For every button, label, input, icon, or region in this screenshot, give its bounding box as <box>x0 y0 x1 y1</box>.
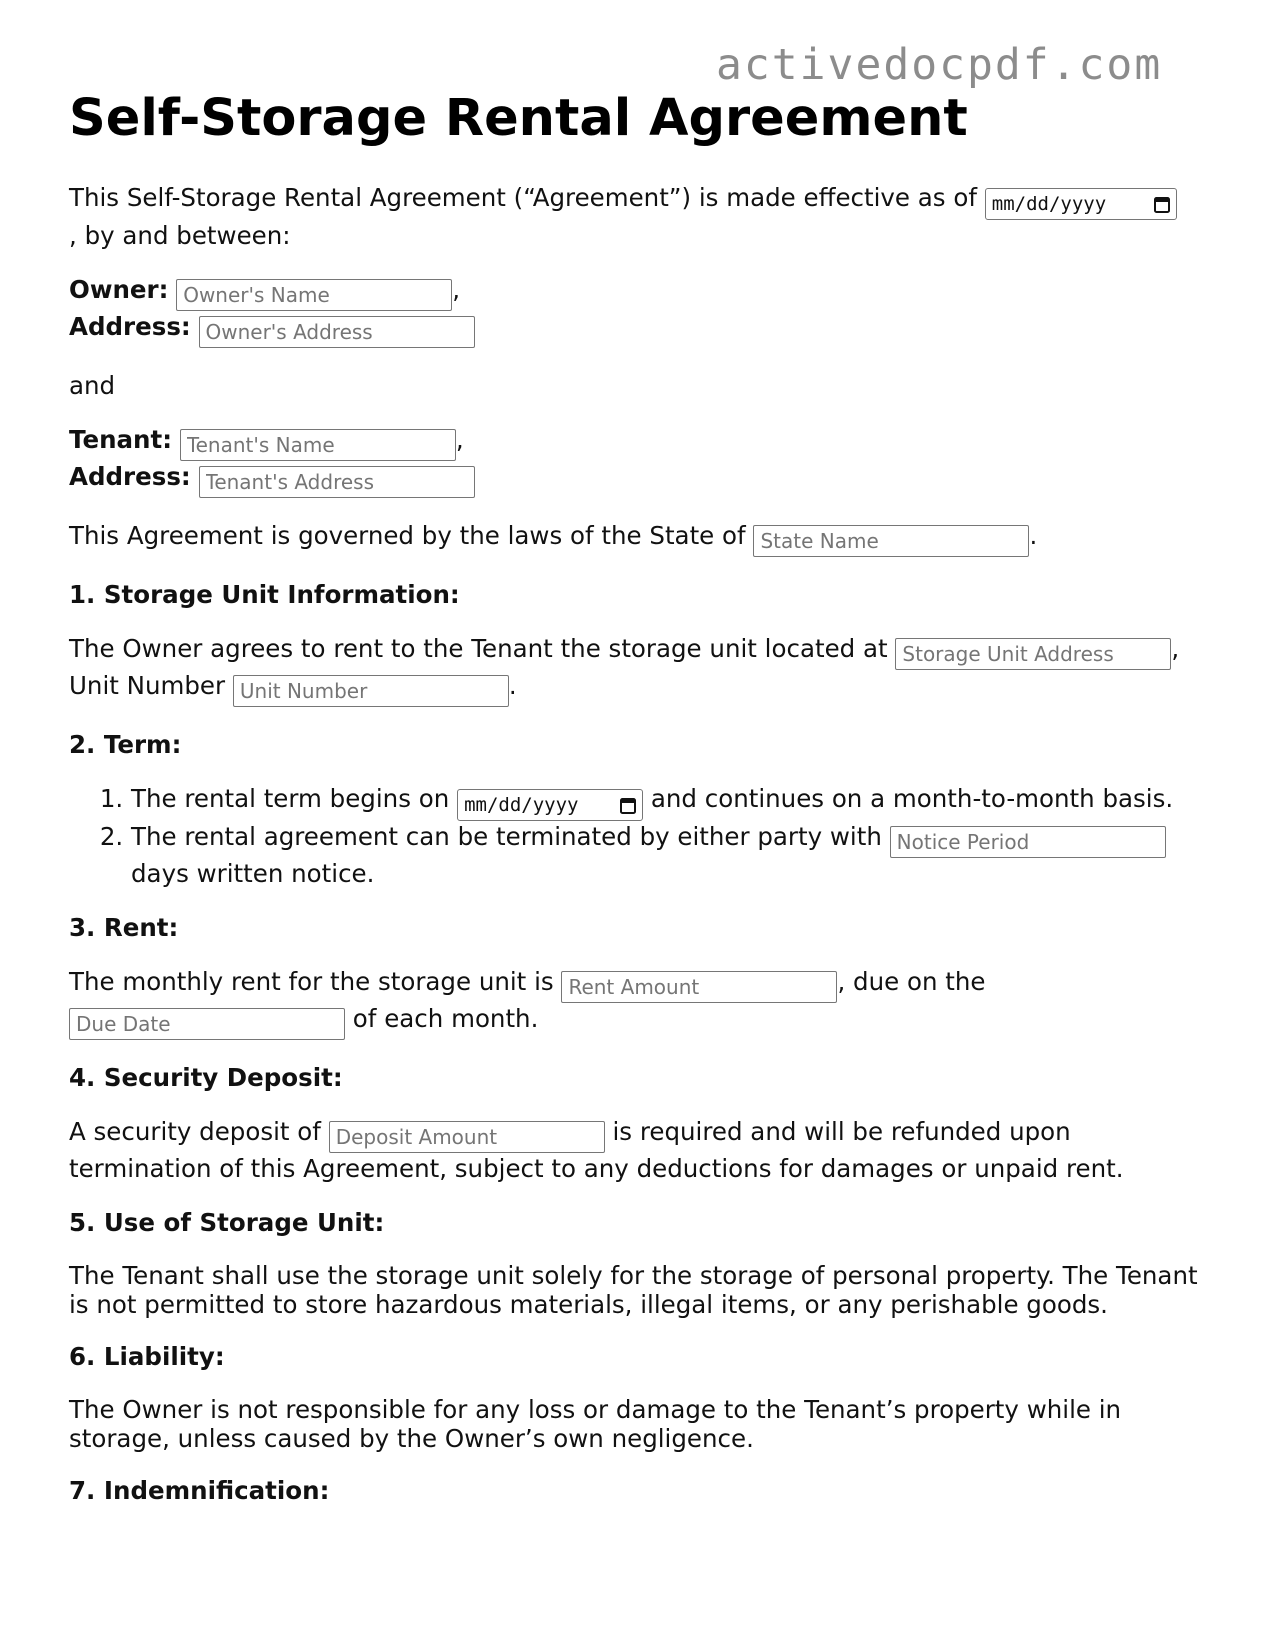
tenant-name-input[interactable] <box>180 429 456 461</box>
section-4-heading: 4. Security Deposit: <box>69 1063 343 1092</box>
term-item-start <box>131 783 1199 821</box>
unit-number-input[interactable] <box>233 675 509 707</box>
section-7-heading: 7. Indemnification: <box>69 1476 330 1505</box>
rent-text-end: of each month. <box>352 1004 539 1033</box>
rent-text-middle: , due on the <box>837 967 986 996</box>
term-list <box>69 783 1199 890</box>
deposit-text: A security deposit of <box>69 1117 321 1146</box>
calendar-icon[interactable] <box>1154 195 1170 213</box>
rent-amount-input[interactable] <box>561 971 837 1003</box>
due-date-input[interactable] <box>69 1008 345 1040</box>
and-text: and <box>69 371 116 400</box>
section-5-heading: 5. Use of Storage Unit: <box>69 1208 385 1237</box>
section-1-paragraph: The Owner agrees to rent to the Tenant the storage unit located at Storage Unit Address , Unit Number Unit Number . <box>69 633 1199 707</box>
section-1-text: The Owner agrees to rent to the Tenant the storage unit located at <box>69 634 888 663</box>
tenant-address-input[interactable] <box>199 466 475 498</box>
tenant-label: Tenant: <box>69 425 173 454</box>
term-notice-text: The rental agreement can be terminated by either party with <box>131 822 882 851</box>
state-name-input[interactable] <box>753 525 1029 557</box>
deposit-text-end: is required and will be refunded upon termination of this Agreement, subject to any deductions for damages or unpaid rent. <box>69 1117 1124 1183</box>
owner-name-input[interactable] <box>176 279 452 311</box>
section-6-heading: 6. Liability: <box>69 1342 225 1371</box>
calendar-icon[interactable] <box>620 796 636 814</box>
section-3-paragraph <box>69 966 1199 1040</box>
term-notice-text-end: days written notice. <box>131 859 375 888</box>
page-title: Self-Storage Rental Agreement <box>69 89 968 148</box>
section-4-paragraph <box>69 1116 1199 1185</box>
owner-address-input[interactable] <box>199 316 475 348</box>
section-2-heading: 2. Term: <box>69 730 182 759</box>
rent-text: The monthly rent for the storage unit is <box>69 967 554 996</box>
watermark: activedocpdf.com <box>716 40 1163 90</box>
tenant-block: Tenant: Tenant's Name , Address: Tenant's Address <box>69 424 1199 498</box>
section-6-paragraph: The Owner is not responsible for any loss or damage to the Tenant’s property while in storage, unless caused by the Owner’s own negligence. <box>69 1395 1122 1453</box>
section-3-heading: 3. Rent: <box>69 913 179 942</box>
term-start-text: The rental term begins on <box>131 784 450 813</box>
term-start-date-placeholder: mm/dd/yyyy <box>464 794 579 816</box>
deposit-amount-input[interactable] <box>329 1121 605 1153</box>
owner-address-label: Address: <box>69 312 191 341</box>
storage-unit-address-input[interactable] <box>895 638 1171 670</box>
effective-date-input[interactable] <box>985 188 1177 220</box>
term-item-notice <box>131 821 1199 890</box>
term-start-text-end: and continues on a month-to-month basis. <box>650 784 1174 813</box>
effective-date-placeholder: mm/dd/yyyy <box>991 193 1107 215</box>
intro-paragraph <box>69 182 1199 252</box>
section-5-paragraph: The Tenant shall use the storage unit solely for the storage of personal property. The Tenant is not permitted to store hazardous materials, illegal items, or any perishable goods. <box>69 1261 1198 1319</box>
owner-label: Owner: <box>69 275 169 304</box>
term-start-date-input[interactable] <box>457 789 643 821</box>
intro-text: This Self-Storage Rental Agreement (“Agreement”) is made effective as of <box>69 183 977 212</box>
governing-law-text: This Agreement is governed by the laws of the State of <box>69 521 746 550</box>
document-page <box>69 84 1199 1507</box>
unit-number-label: Unit Number <box>69 671 226 700</box>
intro-text-end: , by and between: <box>69 221 291 250</box>
tenant-address-label: Address: <box>69 462 191 491</box>
governing-law-paragraph: This Agreement is governed by the laws of the State of State Name . <box>69 520 1199 557</box>
section-1-heading: 1. Storage Unit Information: <box>69 580 460 609</box>
notice-period-input[interactable] <box>890 826 1166 858</box>
owner-block: Owner: Owner's Name , Address: Owner's Address <box>69 274 1199 348</box>
